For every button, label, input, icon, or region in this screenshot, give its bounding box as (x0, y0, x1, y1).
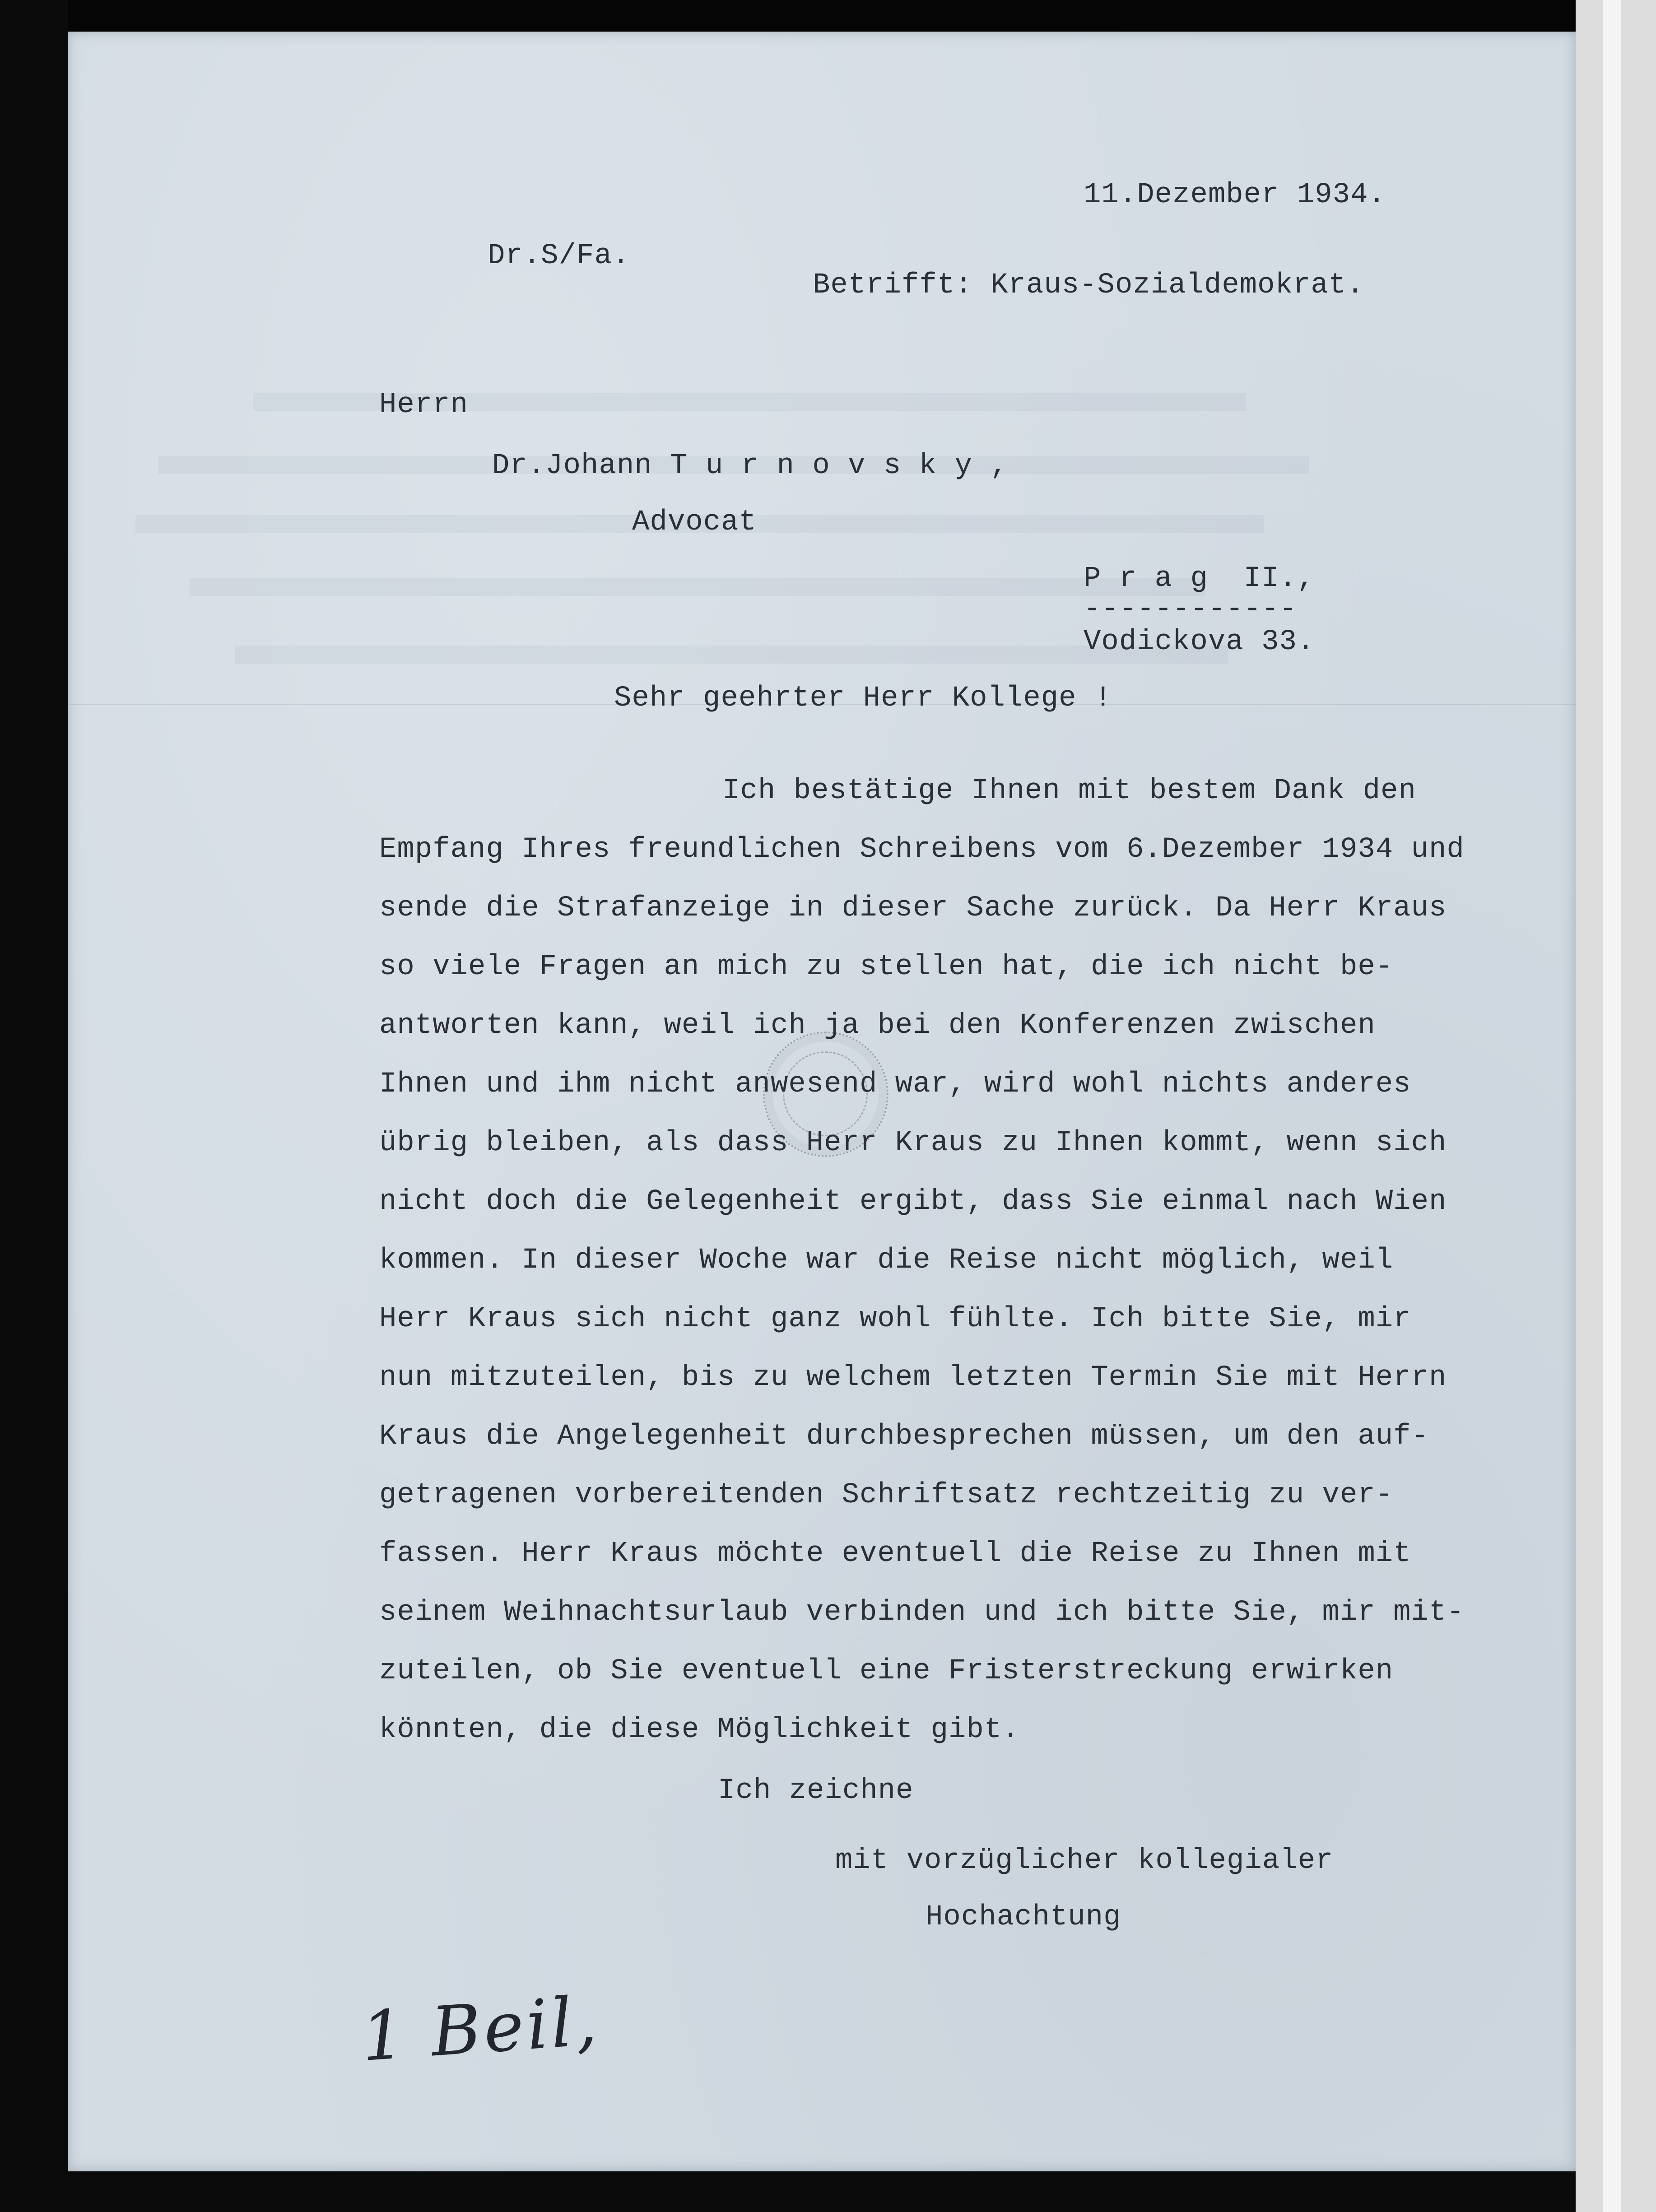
body-line: seinem Weihnachtsurlaub verbinden und ich bitte Sie, mir mit- (379, 1596, 1465, 1629)
body-line: kommen. In dieser Woche war die Reise nicht möglich, weil (379, 1244, 1394, 1277)
closing-line: Hochachtung (926, 1901, 1121, 1933)
scan-border-right (1576, 0, 1656, 2212)
addressee-name: Dr.Johann T u r n o v s k y , (492, 450, 1008, 482)
body-line: zuteilen, ob Sie eventuell eine Fristerstreckung erwirken (379, 1655, 1394, 1687)
body-line: Ich bestätige Ihnen mit bestem Dank den (722, 775, 1416, 807)
scan-border-right-inner (1603, 0, 1621, 2212)
bleed-through-shadow (235, 646, 1228, 664)
subject-line: Betrifft: Kraus-Sozialdemokrat. (813, 269, 1364, 302)
body-line: Ihnen und ihm nicht anwesend war, wird wohl nichts anderes (379, 1068, 1411, 1101)
letter-date: 11.Dezember 1934. (1084, 179, 1386, 211)
body-line: nicht doch die Gelegenheit ergibt, dass Sie einmal nach Wien (379, 1185, 1447, 1218)
body-line: Empfang Ihres freundlichen Schreibens vom 6.Dezember 1934 und (379, 833, 1465, 866)
body-line: sende die Strafanzeige in dieser Sache zurück. Da Herr Kraus (379, 892, 1447, 925)
body-line: Kraus die Angelegenheit durchbesprechen müssen, um den auf- (379, 1420, 1429, 1453)
greeting: Sehr geehrter Herr Kollege ! (614, 682, 1112, 715)
addressee-city-underline: ------------ (1084, 593, 1297, 626)
body-line: nun mitzuteilen, bis zu welchem letzten Termin Sie mit Herrn (379, 1362, 1447, 1394)
addressee-street: Vodickova 33. (1084, 626, 1315, 658)
scan-border-bottom (0, 2171, 1576, 2212)
reference-code: Dr.S/Fa. (488, 240, 630, 272)
body-line: übrig bleiben, als dass Herr Kraus zu Ihnen kommt, wenn sich (379, 1127, 1447, 1159)
addressee-title: Advocat (632, 506, 757, 539)
body-line: getragenen vorbereitenden Schriftsatz rechtzeitig zu ver- (379, 1479, 1394, 1511)
addressee-city: P r a g II., (1084, 562, 1315, 595)
body-line: so viele Fragen an mich zu stellen hat, die ich nicht be- (379, 951, 1394, 983)
body-line: antworten kann, weil ich ja bei den Konferenzen zwischen (379, 1009, 1376, 1042)
body-line: Herr Kraus sich nicht ganz wohl fühlte. Ich bitte Sie, mir (379, 1303, 1411, 1335)
scan-border-left (0, 0, 68, 2212)
closing-line: Ich zeichne (718, 1775, 914, 1807)
addressee-salutation: Herrn (379, 389, 469, 421)
body-line: könnten, die diese Möglichkeit gibt. (379, 1714, 1020, 1746)
closing-line: mit vorzüglicher kollegialer (835, 1845, 1334, 1877)
body-line: fassen. Herr Kraus möchte eventuell die Reise zu Ihnen mit (379, 1538, 1411, 1570)
handwritten-enclosure-note: 1 Beil, (358, 1981, 602, 2077)
bleed-through-shadow (190, 578, 1205, 596)
